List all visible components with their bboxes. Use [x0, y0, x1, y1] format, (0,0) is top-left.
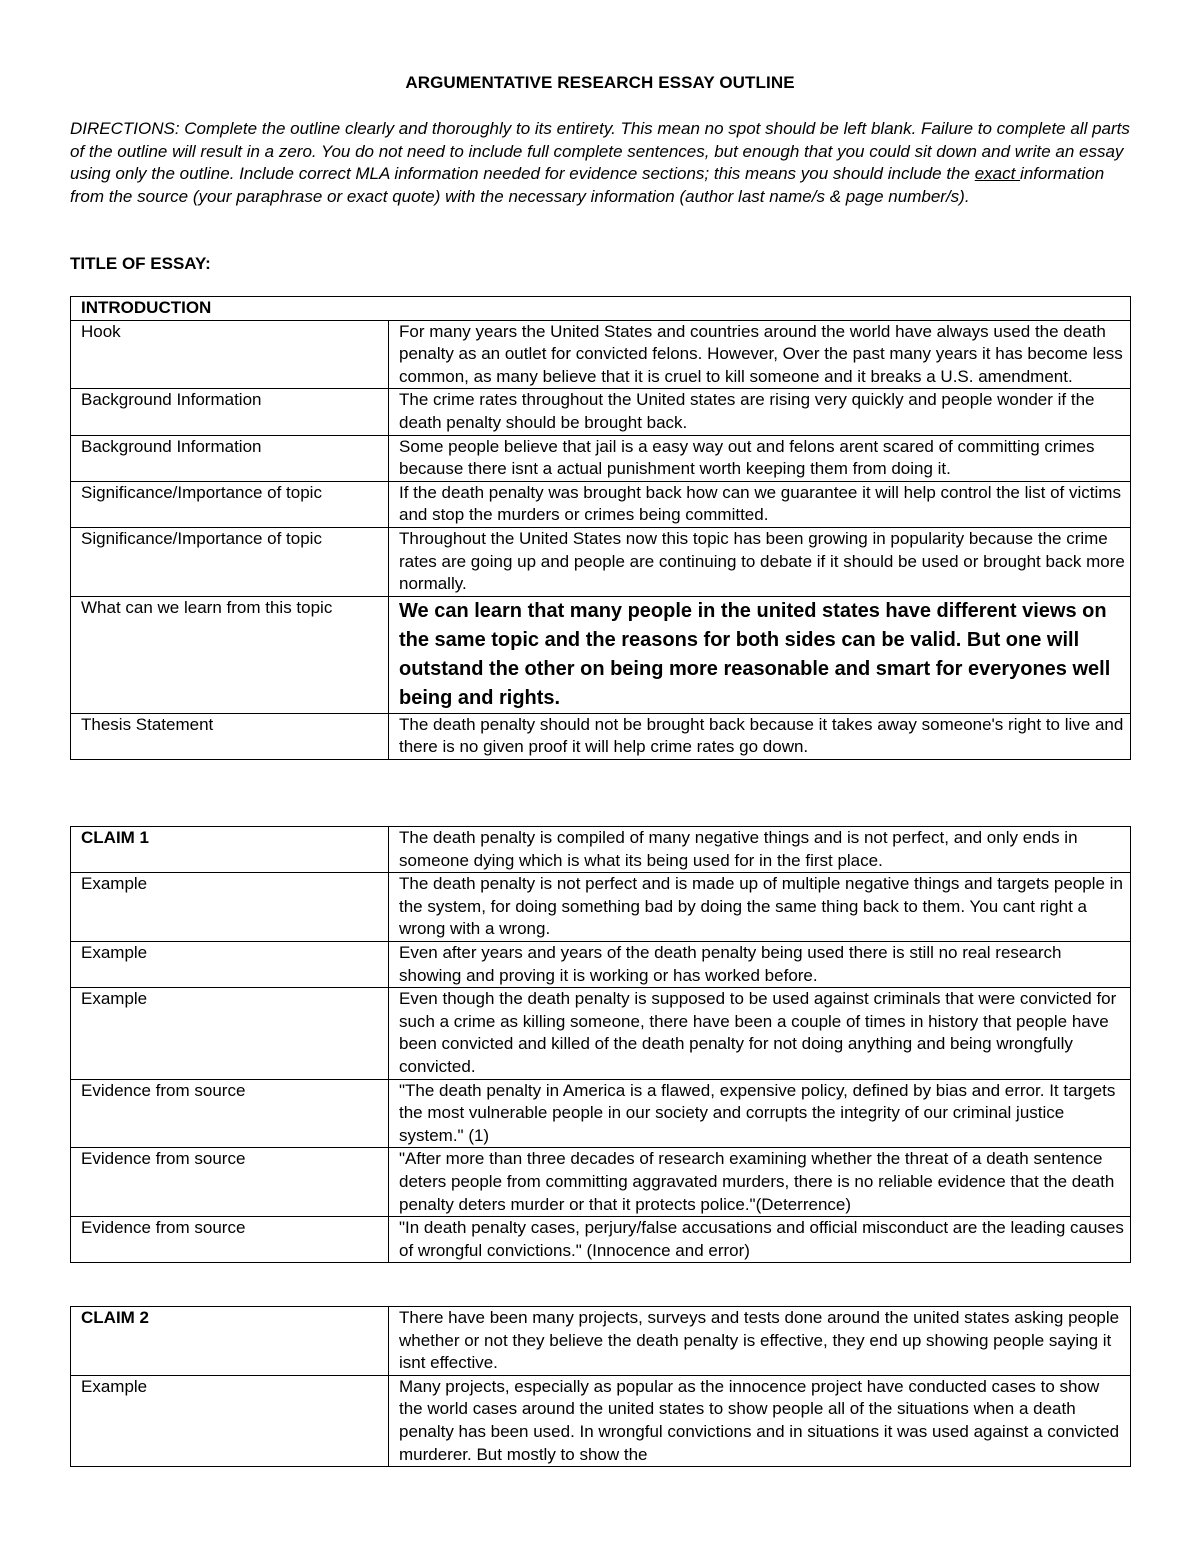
table-row — [71, 1148, 1131, 1217]
table-row — [71, 435, 1131, 481]
row-label: Background Information — [71, 389, 389, 435]
document-title: ARGUMENTATIVE RESEARCH ESSAY OUTLINE — [405, 73, 795, 92]
table-row — [71, 988, 1131, 1079]
row-label: Example — [71, 1375, 389, 1466]
directions-part-2: information from the source (your paraphrase or exact quote) with the necessary information (author last name/s & page number/s). — [70, 164, 1105, 206]
table-row — [71, 1217, 1131, 1263]
row-text: "The death penalty in America is a flawed, expensive policy, defined by bias and error. It targets the most vulnerable people in our society and corrupts the integrity of our criminal justice system." (1) — [389, 1079, 1131, 1148]
table-row — [71, 873, 1131, 942]
introduction-table — [70, 296, 1131, 760]
table-row — [71, 713, 1131, 759]
row-label: Significance/Importance of topic — [71, 481, 389, 527]
row-text: Even after years and years of the death penalty being used there is still no real research showing and proving it is working or has worked before. — [389, 941, 1131, 987]
essay-title-label: TITLE OF ESSAY: — [70, 254, 211, 273]
row-text: The death penalty is not perfect and is made up of multiple negative things and targets people in the system, for doing something bad by doing the same thing back to them. You cant right a wrong with a wrong. — [389, 873, 1131, 942]
claim-1-text: The death penalty is compiled of many negative things and is not perfect, and only ends in someone dying which is what its being used for in the first place. — [389, 827, 1131, 873]
row-text: Some people believe that jail is a easy way out and felons arent scared of committing crimes because there isnt a actual punishment worth keeping them from doing it. — [389, 435, 1131, 481]
row-text: The death penalty should not be brought back because it takes away someone's right to live and there is no given proof it will help crime rates go down. — [389, 713, 1131, 759]
row-text: For many years the United States and countries around the world have always used the death penalty as an outlet for convicted felons. However, Over the past many years it has become less common, as many believe that it is cruel to kill someone and it breaks a U.S. amendment. — [389, 320, 1131, 389]
table-row — [71, 1307, 1131, 1376]
table-row — [71, 827, 1131, 873]
row-label: Evidence from source — [71, 1079, 389, 1148]
table-row — [71, 481, 1131, 527]
claim-2-header: CLAIM 2 — [71, 1307, 389, 1376]
introduction-header: INTRODUCTION — [71, 297, 1131, 321]
row-label: Hook — [71, 320, 389, 389]
row-text: Even though the death penalty is supposed to be used against criminals that were convicted for such a crime as killing someone, there have been a couple of times in history that people have been convicted and killed of the death penalty for not doing anything and being wrongfully convicted. — [389, 988, 1131, 1079]
row-label: Evidence from source — [71, 1148, 389, 1217]
claim-2-text: There have been many projects, surveys and tests done around the united states asking people whether or not they believe the death penalty is effective, they end up showing people saying it isnt effective. — [389, 1307, 1131, 1376]
row-label: Example — [71, 873, 389, 942]
directions-text — [70, 118, 1130, 208]
row-text: If the death penalty was brought back how can we guarantee it will help control the list of victims and stop the murders or crimes being committed. — [389, 481, 1131, 527]
row-text: Many projects, especially as popular as the innocence project have conducted cases to show the world cases around the united states to show people all of the situations when a death penalty has been used. In wrongful convictions and in situations it was used against a convicted murderer. But mostly to show the — [389, 1375, 1131, 1466]
claim-1-header: CLAIM 1 — [71, 827, 389, 873]
claim-2-table — [70, 1306, 1131, 1467]
row-text: We can learn that many people in the united states have different views on the same topic and the reasons for both sides can be valid. But one will outstand the other on being more reasonable and smart for everyones well being and rights. — [389, 596, 1131, 713]
table-row — [71, 297, 1131, 321]
row-label: Evidence from source — [71, 1217, 389, 1263]
row-label: What can we learn from this topic — [71, 596, 389, 713]
table-row — [71, 596, 1131, 713]
row-text: The crime rates throughout the United states are rising very quickly and people wonder if the death penalty should be brought back. — [389, 389, 1131, 435]
table-row — [71, 389, 1131, 435]
row-label: Significance/Importance of topic — [71, 527, 389, 596]
row-text: Throughout the United States now this topic has been growing in popularity because the crime rates are going up and people are continuing to debate if it should be used or brought back more normally. — [389, 527, 1131, 596]
row-label: Thesis Statement — [71, 713, 389, 759]
row-label: Example — [71, 941, 389, 987]
row-label: Background Information — [71, 435, 389, 481]
table-row — [71, 527, 1131, 596]
table-row — [71, 1079, 1131, 1148]
row-text: "In death penalty cases, perjury/false accusations and official misconduct are the leading causes of wrongful convictions." (Innocence and error) — [389, 1217, 1131, 1263]
directions-underlined-word: exact — [974, 164, 1021, 184]
table-row — [71, 320, 1131, 389]
claim-1-table — [70, 826, 1131, 1263]
table-row — [71, 1375, 1131, 1466]
table-row — [71, 941, 1131, 987]
directions-part-1: DIRECTIONS: Complete the outline clearly and thoroughly to its entirety. This mean no spot should be left blank. Failure to complete all parts of the outline will result in a zero. You do not need to include full complete sentences, but enough that you could sit down and write an essay using only the outline. Include correct MLA information needed for evidence sections; this means you should include the — [70, 119, 1130, 184]
row-text: "After more than three decades of research examining whether the threat of a death sentence deters people from committing aggravated murders, there is no reliable evidence that the death penalty deters murder or that it protects police."(Deterrence) — [389, 1148, 1131, 1217]
row-label: Example — [71, 988, 389, 1079]
